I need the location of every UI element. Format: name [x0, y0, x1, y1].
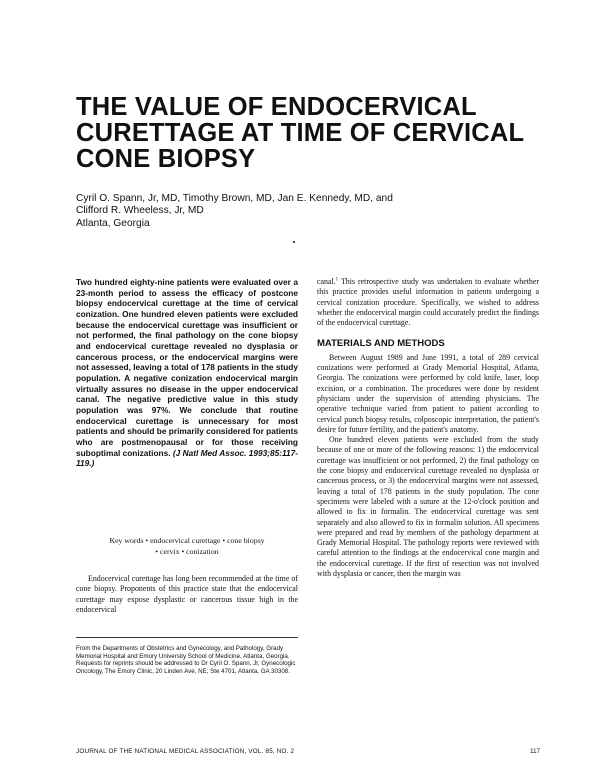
- author-location: Atlanta, Georgia: [76, 217, 150, 229]
- section-heading-methods: MATERIALS AND METHODS: [317, 338, 445, 350]
- keywords-list: • endocervical curettage • cone biopsy: [143, 536, 265, 545]
- keywords-list: • cervix • conization: [155, 546, 219, 556]
- title-line: THE VALUE OF ENDOCERVICAL: [76, 93, 477, 121]
- title-line: CONE BIOPSY: [76, 145, 256, 173]
- reference-marker: 1: [335, 277, 339, 283]
- abstract: [76, 277, 298, 469]
- page-number: 117: [529, 748, 540, 755]
- intro-paragraph: Endocervical curettage has long been recommended at the time of cone biopsy. Proponents of this practice state that the endocervical curettage may expose dysplastic or cancerous tissue high in the endocervical: [76, 574, 298, 614]
- author-names: Cyril O. Spann, Jr, MD, Timothy Brown, MD, Jan E. Kennedy, MD, and: [76, 193, 393, 204]
- intro-continuation: canal.$^1$ This retrospective study was undertaken to evaluate whether this practice provides useful information in patients undergoing a cervical conization procedure. Specifically, we wished to address whether the endocervical margin could accurately predict the findings of the endocervical curettage.: [317, 277, 539, 328]
- keywords: [76, 536, 298, 557]
- separator-dot: [293, 241, 295, 243]
- journal-footer: JOURNAL OF THE NATIONAL MEDICAL ASSOCIATION, VOL. 85, NO. 2: [76, 748, 295, 755]
- author-names: Clifford R. Wheeless, Jr, MD: [76, 205, 204, 217]
- article-title: [76, 94, 546, 172]
- keywords-label: Key words: [109, 536, 144, 545]
- affiliation-footnote: From the Departments of Obstetrics and Gynecology, and Pathology, Grady Memorial Hospital and Emory University School of Medicine, Atlanta, Georgia. Requests for reprints should be addressed to Dr Cyril O. Spann, Jr, Gynecologic Oncology, The Emory Clinic, 20 Linden Ave, NE, Ste 4701, Atlanta, GA 30308.: [76, 645, 296, 676]
- title-line: CURETTAGE AT TIME OF CERVICAL: [76, 119, 525, 147]
- methods-paragraph: Between August 1989 and June 1991, a total of 289 cervical conizations were performed at Grady Memorial Hospital, Atlanta, Georgia. The conizations were performed by cold knife, laser, loop excision, or a combination. The procedures were done by resident physicians under the supervision of attending physicians. The operative technique varied from patient to patient according to cervical punch biopsy results, colposcopic interpretation, the patient's desire for future fertility, and the patient's anatomy.: [317, 352, 539, 434]
- abstract-text: Two hundred eighty-nine patients were evaluated over a 23-month period to assess the efficacy of postcone biopsy endocervical curettage at the time of cervical conization. One hundred eleven patients were excluded because the endocervical curettage was insufficient or not performed, the final pathology on the cone biopsy and endocervical curettage revealed no dysplasia or cancerous process, or the endocervical margins were not assessed, leaving a total of 178 patients in the study population. A negative conization endocervical margin virtually assures no disease in the upper endocervical canal. The negative predictive value in this study population was 97%. We conclude that routine endocervical curettage is unnecessary for most patients and should be primarily considered for patients who are postmenopausal or for those receiving suboptimal conizations.: [76, 277, 298, 458]
- abstract-citation: (J Natl Med Assoc. 1993;85:117-119.): [76, 447, 299, 469]
- right-column: [317, 277, 539, 579]
- methods-paragraph: One hundred eleven patients were excluded from the study because of one or more of the following reasons: 1) the endocervical curettage was insufficient or not performed, 2) the final pathology on the cone biopsy and endocervical curettage revealed no dysplasia or cancerous process, or 3) the endocervical margins were not assessed, leaving a total of 178 patients in the study population. The cone specimens were labeled with a suture at the 12-o'clock position and allowed to fix in formalin. The endocervical curettage was sent separately and also allowed to fix in formalin solution. All specimens were prepared and read by members of the pathology department at Grady Memorial Hospital. The pathology reports were reviewed with careful attention to the findings at the endocervical cone margin and the endocervical curettage. If the first of resection was not involved with dysplasia or cancer, then the margin was: [317, 435, 539, 579]
- footnote-divider: [76, 637, 298, 638]
- author-block: [76, 193, 546, 230]
